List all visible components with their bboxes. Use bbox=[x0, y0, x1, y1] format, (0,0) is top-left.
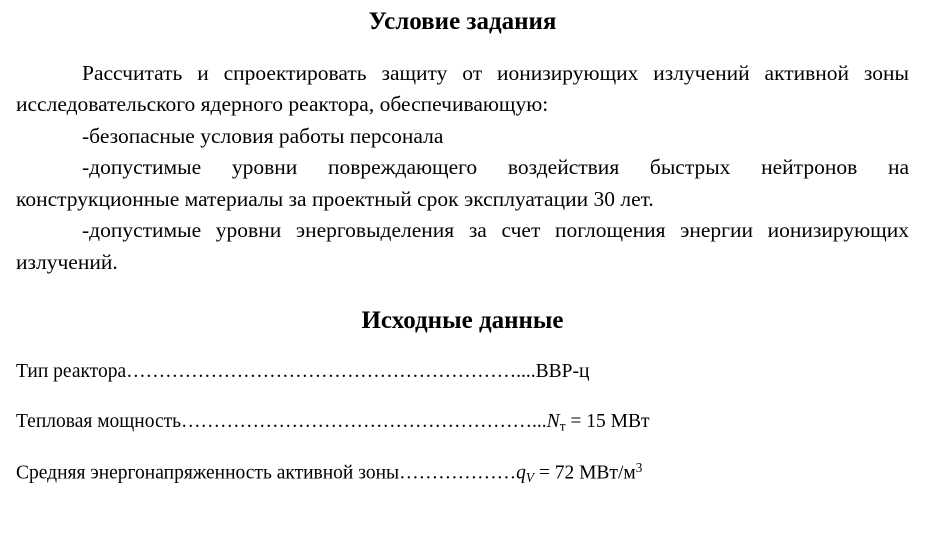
data-value: = 72 МВт/м bbox=[533, 462, 636, 484]
task-paragraphs bbox=[16, 58, 909, 279]
data-value: ВВР-ц bbox=[535, 361, 590, 383]
leader-dots: …………………………………………………….... bbox=[126, 361, 536, 383]
task-paragraph-3: -допустимые уровни повреждающего воздействия быстрых нейтронов на конструкционные материалы за проектный срок эксплуатации 30 лет. bbox=[16, 155, 909, 211]
data-value-superscript: 3 bbox=[635, 460, 643, 476]
data-symbol-subscript: V bbox=[525, 470, 534, 486]
data-row bbox=[16, 360, 909, 383]
data-row bbox=[16, 410, 909, 435]
data-label: Тепловая мощность bbox=[16, 410, 182, 432]
leader-dots: ……………… bbox=[399, 462, 517, 484]
task-paragraph-4: -допустимые уровни энерговыделения за счет поглощения энергии ионизирующих излучений. bbox=[16, 218, 909, 275]
data-label: Тип реактора bbox=[16, 361, 127, 383]
data-label: Средняя энергонапряженность активной зоны bbox=[16, 462, 400, 484]
leader-dots: ………………………………………………... bbox=[181, 410, 547, 432]
page-title-task: Условие задания bbox=[368, 8, 557, 35]
task-paragraph-2: -безопасные условия работы персонала bbox=[82, 123, 444, 148]
data-symbol-subscript: т bbox=[559, 418, 566, 434]
data-value: = 15 МВт bbox=[565, 410, 650, 432]
data-symbol: q bbox=[516, 462, 526, 484]
data-row bbox=[16, 460, 909, 486]
page-title-initial-data: Исходные данные bbox=[361, 306, 564, 334]
task-paragraph-1: Рассчитать и спроектировать защиту от ионизирующих излучений активной зоны исследовательского ядерного реактора, обеспечивающую: bbox=[16, 60, 909, 117]
initial-data-list bbox=[16, 360, 909, 486]
data-symbol: N bbox=[546, 410, 560, 432]
